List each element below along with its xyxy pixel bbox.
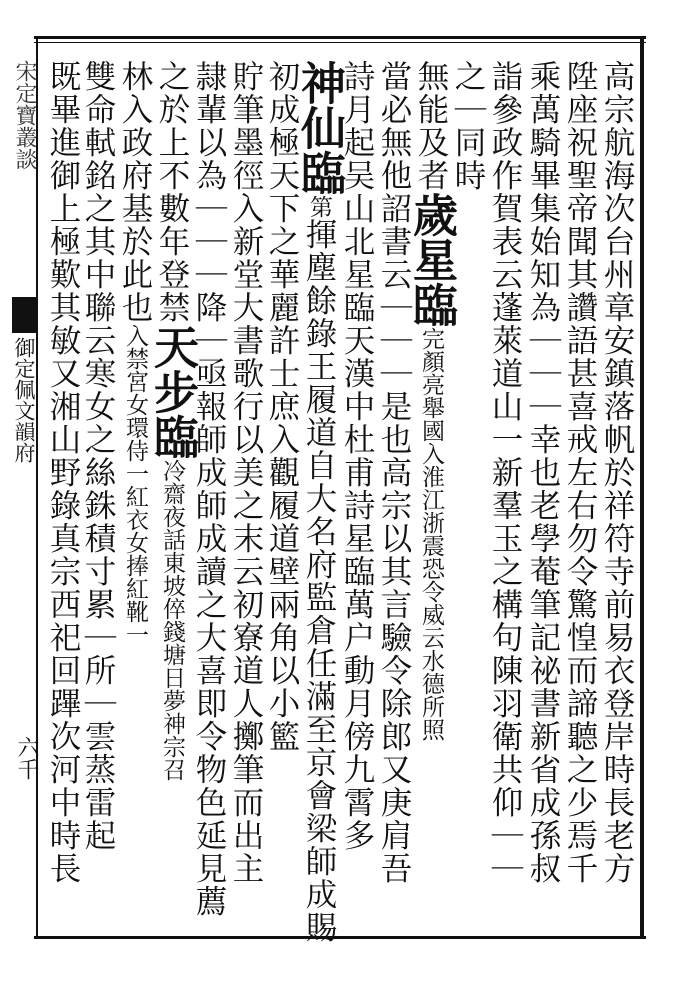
margin-marker-block bbox=[12, 297, 38, 333]
column-text: 高宗航海次台州章安鎮落帆於祥符寺前易衣登岸時長老方 bbox=[599, 60, 635, 885]
column-text: 林入政府基於此也 bbox=[117, 60, 153, 324]
column-text: 初成極天下之華麗許士庶入觀履道壁兩角以小籃 bbox=[264, 60, 300, 753]
text-column bbox=[405, 60, 458, 741]
column-text: 陞座祝聖帝聞其讚語甚喜戒左右勿令驚惶而諦聽之少焉千 bbox=[562, 60, 598, 885]
column-text: 無能及者 bbox=[413, 60, 449, 192]
annotation-text: 第 bbox=[306, 195, 332, 218]
text-column bbox=[115, 60, 155, 646]
text-column bbox=[485, 60, 525, 885]
page-folio-number: 六千 bbox=[14, 736, 39, 780]
column-text: 貯筆墨徑入新堂大書歌行以美之末云初寮道人擲筆而出主 bbox=[228, 60, 264, 885]
text-column bbox=[189, 60, 229, 918]
text-column bbox=[374, 60, 414, 885]
text-column bbox=[146, 60, 199, 781]
frame-top-rule bbox=[34, 36, 646, 39]
annotation-text: 完顏亮舉國入淮江浙震恐令威云水德所照 bbox=[418, 327, 444, 741]
text-column bbox=[523, 60, 563, 885]
text-column bbox=[560, 60, 600, 885]
frame-right-rule bbox=[640, 36, 644, 939]
annotation-text: 冷齋夜話東坡倅錢塘日夢神宗召 bbox=[159, 459, 185, 781]
column-text: 雙命軾銘之其中聯云寒女之絲銖積寸累｜所｜雲蒸雷起 bbox=[80, 60, 116, 852]
text-column bbox=[293, 60, 346, 944]
column-text: 當必無他詔書云｜｜｜是也高宗以其言驗令除郎又庚肩吾 bbox=[376, 60, 412, 885]
text-column bbox=[448, 60, 488, 192]
entry-heading: 天步臨 bbox=[146, 324, 199, 459]
column-text: 乘萬騎畢集始知為｜｜｜幸也老學菴筆記祕書新省成孫叔 bbox=[525, 60, 561, 885]
text-column bbox=[226, 60, 266, 885]
text-column bbox=[78, 60, 118, 852]
margin-book-reference: 御定佩文韻府 bbox=[12, 337, 36, 463]
entry-heading: 神仙臨 bbox=[293, 60, 346, 195]
frame-top-inner-rule bbox=[34, 42, 646, 43]
column-text: 之｜同時 bbox=[450, 60, 486, 192]
text-column bbox=[597, 60, 637, 885]
text-column bbox=[43, 60, 83, 885]
column-text: 隷輩以為｜｜｜降｜亟報師成師成讀之大喜即令物色延見薦 bbox=[191, 60, 227, 918]
annotation-text: 入禁宮女環侍一紅衣女捧紅靴一 bbox=[122, 324, 148, 646]
frame-bottom-rule bbox=[34, 936, 646, 939]
frame-left-rule bbox=[36, 36, 38, 939]
column-text: 既畢進御上極歎其敏又湘山野錄真宗西祀回蹕次河中時長 bbox=[45, 60, 81, 885]
entry-heading: 歲星臨 bbox=[405, 192, 458, 327]
margin-side-text: 宋定寶叢談 bbox=[12, 60, 37, 170]
column-text: 之於上不數年登禁 bbox=[154, 60, 190, 324]
column-text: 詩月起吴山北星臨天漢中杜甫詩星臨萬户動月傍九霄多 bbox=[339, 60, 375, 852]
text-column bbox=[262, 60, 302, 753]
column-text: 揮塵餘錄王履道自大名府監倉任滿至京會梁師成賜 bbox=[301, 218, 337, 944]
column-text: 詣參政作賀表云蓬萊道山一新羣玉之構句陳羽衛共仰｜｜ bbox=[487, 60, 523, 885]
